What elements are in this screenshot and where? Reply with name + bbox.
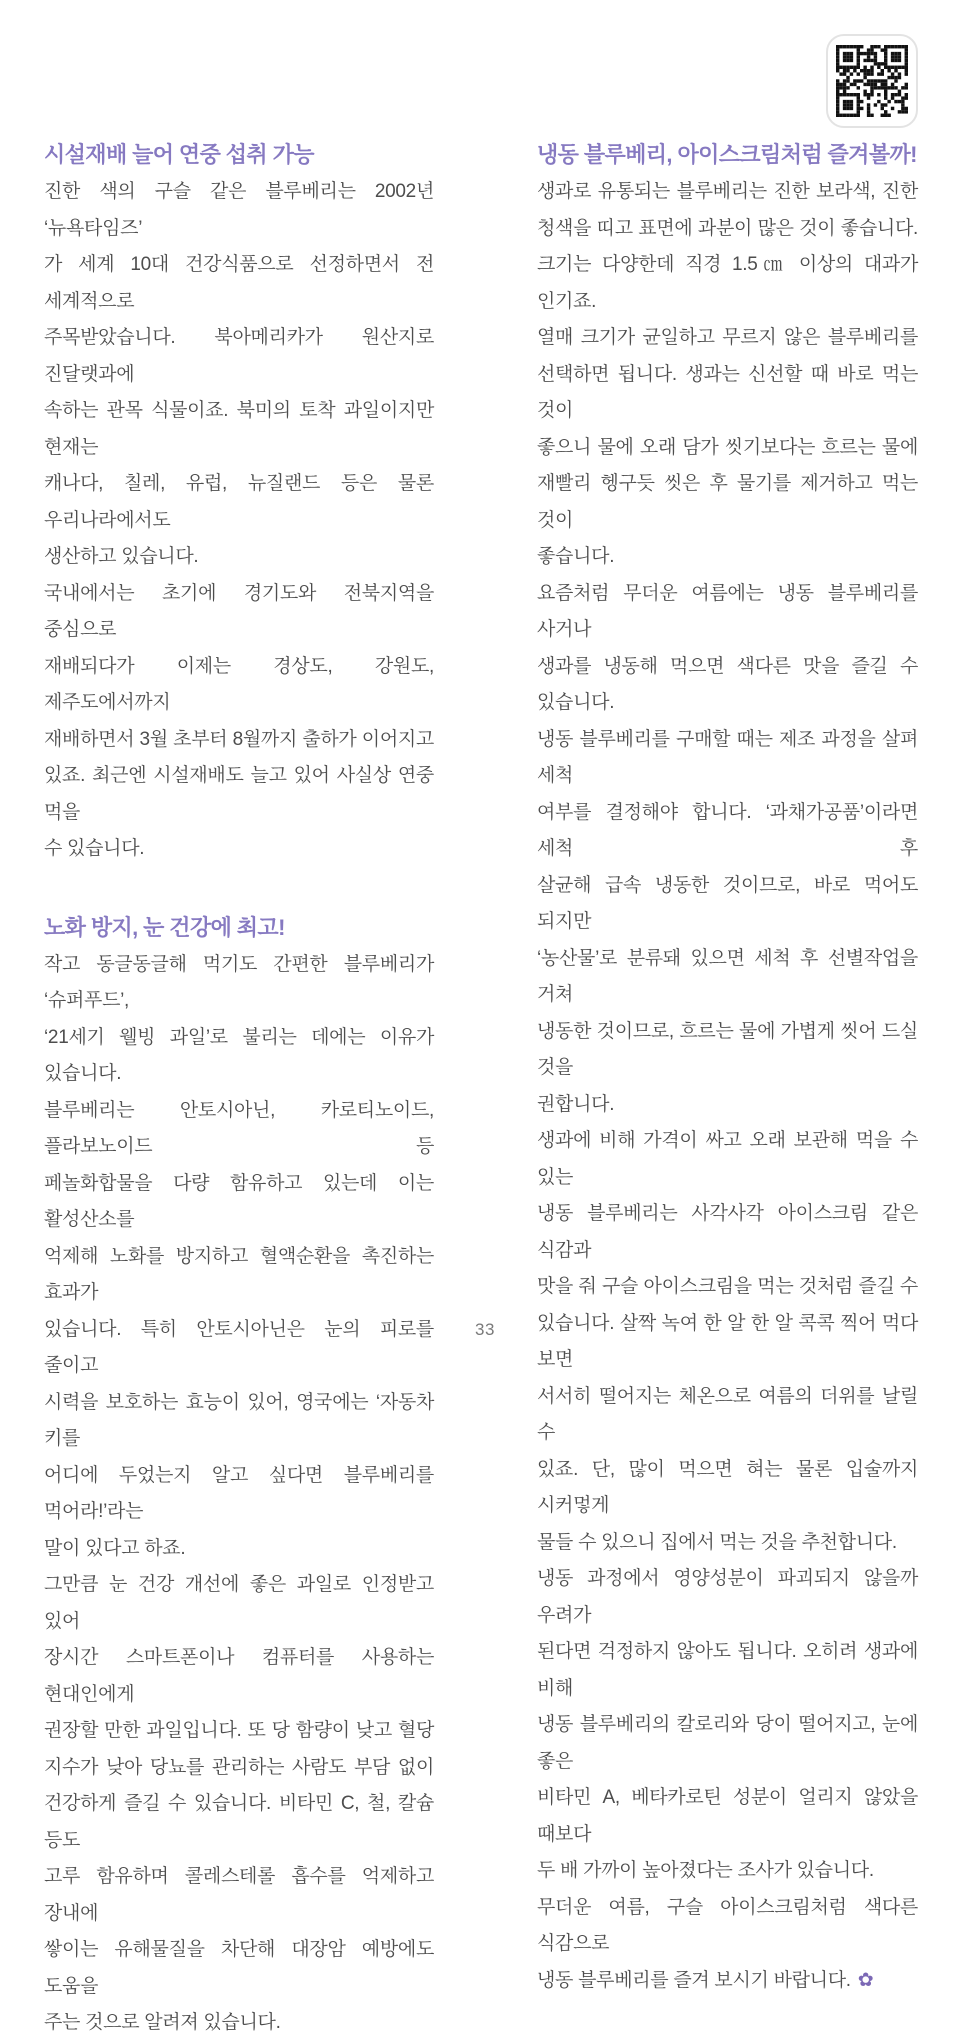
- text-line: 가 세계 10대 건강식품으로 선정하면서 전 세계적으로: [44, 254, 434, 312]
- text-line: 냉동한 것이므로, 흐르는 물에 가볍게 씻어 드실 것을: [537, 1020, 918, 1078]
- paragraph: [537, 1890, 918, 2000]
- section-heading: 시설재배 늘어 연중 섭취 가능: [44, 142, 314, 167]
- text-line: ‘21세기 웰빙 과일’로 불리는 데에는 이유가 있습니다.: [44, 1026, 434, 1084]
- text-line: 좋습니다.: [537, 546, 615, 567]
- right-column: [537, 141, 918, 1999]
- text-line: 건강하게 즐길 수 있습니다. 비타민 C, 철, 칼슘 등도: [44, 1793, 434, 1851]
- flower-icon: ✿: [857, 1969, 874, 1991]
- text-line: 좋으니 물에 오래 담가 씻기보다는 흐르는 물에: [537, 436, 918, 458]
- text-line: 두 배 가까이 높아졌다는 조사가 있습니다.: [537, 1860, 874, 1881]
- text-line: 열매 크기가 균일하고 무르지 않은 블루베리를: [537, 327, 918, 348]
- text-line: 작고 동글동글해 먹기도 간편한 블루베리가 ‘슈퍼푸드’,: [44, 953, 434, 1011]
- text-line: 재배되다가 이제는 경상도, 강원도, 제주도에서까지: [44, 655, 434, 713]
- section-cultivation: [44, 141, 434, 868]
- text-line: 국내에서는 초기에 경기도와 전북지역을 중심으로: [44, 582, 434, 640]
- text-line: 캐나다, 칠레, 유럽, 뉴질랜드 등은 물론 우리나라에서도: [44, 473, 434, 531]
- text-line: 냉동 블루베리를 구매할 때는 제조 과정을 살펴 세척: [537, 728, 918, 786]
- text-line: 살균해 급속 냉동한 것이므로, 바로 먹어도 되지만: [537, 874, 918, 932]
- page-number: 33: [475, 1320, 495, 1339]
- text-line: ‘농산물’로 분류돼 있으면 세척 후 선별작업을 거쳐: [537, 947, 918, 1005]
- paragraph: [537, 1123, 918, 1561]
- text-line: 주목받았습니다. 북아메리카가 원산지로 진달랫과에: [44, 327, 434, 385]
- text-line: 된다면 걱정하지 않아도 됩니다. 오히려 생과에 비해: [537, 1641, 918, 1699]
- section-anti-aging: [44, 914, 434, 2042]
- text-line: 있죠. 최근엔 시설재배도 늘고 있어 사실상 연중 먹을: [44, 765, 434, 823]
- qr-code-card: [826, 34, 918, 128]
- text-line: 재배하면서 3월 초부터 8월까지 출하가 이어지고: [44, 728, 434, 750]
- text-line: 있습니다. 특히 안토시아닌은 눈의 피로를 줄이고: [44, 1318, 434, 1376]
- paragraph: [537, 576, 918, 1124]
- text-line: 고루 함유하며 콜레스테롤 흡수를 억제하고 장내에: [44, 1866, 434, 1924]
- text-line: 생산하고 있습니다.: [44, 546, 199, 567]
- paragraph: [44, 174, 434, 576]
- text-line: 장시간 스마트폰이나 컴퓨터를 사용하는 현대인에게: [44, 1647, 434, 1705]
- text-line: 무더운 여름, 구슬 아이스크림처럼 색다른 식감으로: [537, 1896, 918, 1954]
- paragraph: [44, 947, 434, 1568]
- section-heading: 노화 방지, 눈 건강에 최고!: [44, 914, 285, 940]
- text-line: 수 있습니다.: [44, 838, 145, 859]
- text-line: 냉동 블루베리는 사각사각 아이스크림 같은 식감과: [537, 1203, 918, 1261]
- paragraph: [44, 576, 434, 868]
- text-line: 권장할 만한 과일입니다. 또 당 함량이 낮고 혈당: [44, 1720, 434, 1741]
- text-line: 어디에 두었는지 알고 싶다면 블루베리를 먹어라!’라는: [44, 1464, 434, 1522]
- text-line: 생과에 비해 가격이 싸고 오래 보관해 먹을 수 있는: [537, 1130, 918, 1188]
- text-line: 요즘처럼 무더운 여름에는 냉동 블루베리를 사거나: [537, 582, 918, 640]
- left-column: [44, 141, 434, 2042]
- text-line: 권합니다.: [537, 1093, 615, 1115]
- section-heading: 냉동 블루베리, 아이스크림처럼 즐겨볼까!: [537, 142, 917, 167]
- text-line: 크기는 다양한데 직경 1.5㎝ 이상의 대과가 인기죠.: [537, 254, 918, 312]
- text-line: 생과로 유통되는 블루베리는 진한 보라색, 진한: [537, 181, 918, 202]
- text-line: 있습니다. 살짝 녹여 한 알 한 알 콕콕 찍어 먹다 보면: [537, 1312, 918, 1370]
- text-line: 생과를 냉동해 먹으면 색다른 맛을 즐길 수 있습니다.: [537, 655, 918, 713]
- text-line: 블루베리는 안토시아닌, 카로티노이드, 플라보노이드 등: [44, 1099, 434, 1157]
- text-line: 있죠. 단, 많이 먹으면 혀는 물론 입술까지 시커멓게: [537, 1458, 918, 1516]
- text-line: 시력을 보호하는 효능이 있어, 영국에는 ‘자동차 키를: [44, 1391, 434, 1449]
- text-line: 서서히 떨어지는 체온으로 여름의 더위를 날릴 수: [537, 1385, 918, 1443]
- text-line: 말이 있다고 하죠.: [44, 1537, 186, 1559]
- text-line: 냉동 과정에서 영양성분이 파괴되지 않을까 우려가: [537, 1568, 918, 1626]
- text-line: 맛을 줘 구슬 아이스크림을 먹는 것처럼 즐길 수: [537, 1276, 918, 1297]
- text-line: 속하는 관목 식물이죠. 북미의 토착 과일이지만 현재는: [44, 400, 434, 458]
- text-line: 재빨리 헹구듯 씻은 후 물기를 제거하고 먹는 것이: [537, 473, 918, 531]
- text-line: 냉동 블루베리의 칼로리와 당이 떨어지고, 눈에 좋은: [537, 1714, 918, 1772]
- text-line: 지수가 낮아 당뇨를 관리하는 사람도 부담 없이: [44, 1756, 434, 1778]
- text-line: 진한 색의 구슬 같은 블루베리는 2002년 ‘뉴욕타임즈’: [44, 181, 434, 239]
- text-line: 그만큼 눈 건강 개선에 좋은 과일로 인정받고 있어: [44, 1574, 434, 1632]
- text-line: 선택하면 됩니다. 생과는 신선할 때 바로 먹는 것이: [537, 363, 918, 421]
- paragraph: [537, 1561, 918, 1890]
- paragraph: [44, 1567, 434, 2042]
- text-line: 억제해 노화를 방지하고 혈액순환을 촉진하는 효과가: [44, 1245, 434, 1303]
- text-line: 페놀화합물을 다량 함유하고 있는데 이는 활성산소를: [44, 1172, 434, 1230]
- text-line: 비타민 A, 베타카로틴 성분이 얼리지 않았을 때보다: [537, 1787, 918, 1845]
- paragraph: [537, 174, 918, 576]
- text-line: 물들 수 있으니 집에서 먹는 것을 추천합니다.: [537, 1531, 897, 1553]
- section-frozen-blueberry: [537, 141, 918, 1999]
- qr-code-image: [836, 45, 908, 117]
- text-line: 여부를 결정해야 합니다. ‘과채가공품’이라면 세척 후: [537, 801, 918, 859]
- text-line: 청색을 띠고 표면에 과분이 많은 것이 좋습니다.: [537, 217, 918, 239]
- text-line: 주는 것으로 알려져 있습니다.: [44, 2012, 281, 2033]
- text-line: 쌓이는 유해물질을 차단해 대장암 예방에도 도움을: [44, 1939, 434, 1997]
- text-line: 냉동 블루베리를 즐겨 보시기 바랍니다. ✿: [537, 1969, 874, 1991]
